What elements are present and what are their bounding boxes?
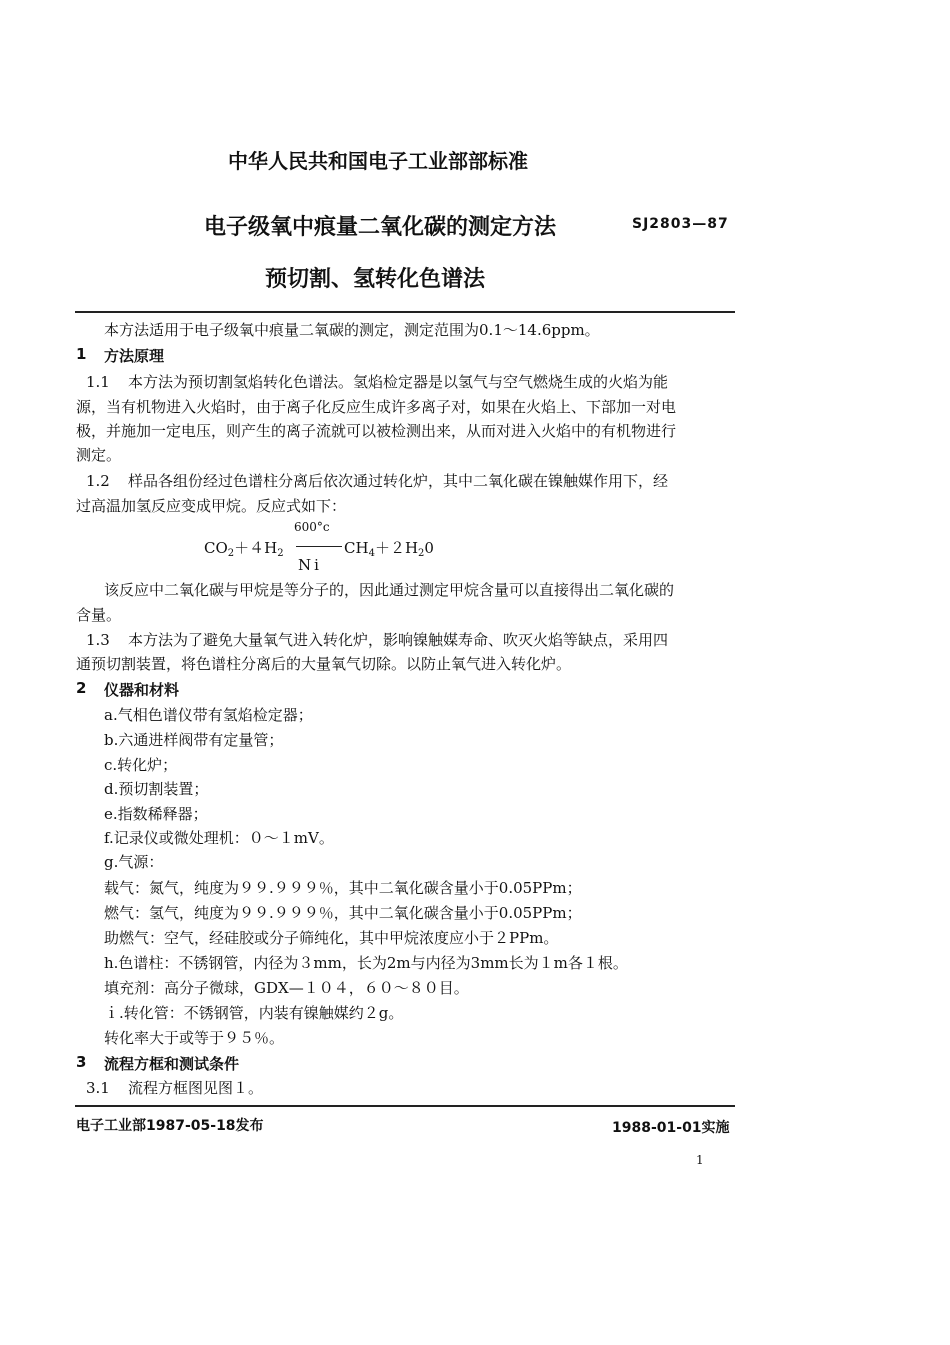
footer-rule [75,1105,735,1107]
clause-1-1-line: 源，当有机物进入火焰时，由于离子化反应生成许多离子对，如果在火焰上、下部加一对电 [76,398,677,416]
equipment-item: 填充剂：高分子微球，GDX—１０４，６０～８０目。 [104,979,469,997]
clause-1-2-line: 过高温加氢反应变成甲烷。反应式如下： [76,497,347,515]
equipment-item: d.预切割装置； [104,780,209,798]
issue-date: 电子工业部1987-05-18发布 [76,1118,264,1134]
ministry-title: 中华人民共和国电子工业部部标准 [228,149,528,173]
clause-1-3-line: 通预切割装置，将色谱柱分离后的大量氧气切除。以防止氧气进入转化炉。 [76,655,572,673]
equation-subscript: 2 [277,548,284,559]
equation-right-side [344,537,434,559]
equipment-item: 载气：氮气，纯度为９９.９９９％，其中二氧化碳含量小于0.05PPm； [104,879,582,897]
equation-catalyst: Ni [298,556,322,574]
intro-text: 本方法适用于电子级氧中痕量二氧碳的测定，测定范围为0.1～14.6ppm。 [104,321,600,339]
clause-1-1-line: 极，并施加一定电压，则产生的离子流就可以被检测出来，从而对进入火焰中的有机物进行 [76,422,677,440]
equipment-item: h.色谱柱：不锈钢管，内径为３mm，长为2m与内径为3mm长为１m各１根。 [104,954,628,972]
clause-1-1-number: 1.1 [86,373,110,391]
header-rule [75,311,735,313]
equipment-item: 燃气：氢气，纯度为９９.９９９％，其中二氧化碳含量小于0.05PPm； [104,904,582,922]
document-subtitle: 预切割、氢转化色谱法 [265,267,486,292]
equation-term: CO [204,539,228,557]
equipment-item: ｉ.转化管：不锈钢管，内装有镍触媒约２g。 [104,1004,404,1022]
standard-code: SJ2803—87 [632,216,729,232]
equation-term: CH [344,539,369,557]
equation-subscript: 2 [418,548,425,559]
equipment-item: 助燃气：空气，经硅胶或分子筛纯化，其中甲烷浓度应小于２PPm。 [104,929,559,947]
clause-1-3-number: 1.3 [86,631,110,649]
equation-term: ＋２H [374,539,419,557]
clause-3-1-number: 3.1 [86,1079,110,1097]
section-1-number: 1 [76,345,87,363]
equipment-item: f.记录仪或微处理机：０～１mV。 [104,829,334,847]
equation-left-side [204,537,284,559]
equation-subscript: 2 [227,548,235,559]
equipment-item: c.转化炉； [104,756,178,774]
clause-1-1-line: 本方法为预切割氢焰转化色谱法。氢焰检定器是以氢气与空气燃烧生成的火焰为能 [128,373,669,391]
section-2-title: 仪器和材料 [104,681,180,699]
equation-subscript: 4 [368,548,375,559]
section-3-number: 3 [76,1053,87,1071]
equation-term: ＋４H [234,539,278,557]
clause-1-3-line: 本方法为了避免大量氧气进入转化炉，影响镍触媒寿命、吹灭火焰等缺点，采用四 [128,631,669,649]
clause-1-1-line: 测定。 [76,446,122,464]
equation-condition-temperature: 600°c [294,520,330,534]
page-number: 1 [696,1153,704,1167]
clause-1-2-line: 样品各组份经过色谱柱分离后依次通过转化炉，其中二氧化碳在镍触媒作用下，经 [128,472,669,490]
section-2-number: 2 [76,679,87,697]
effective-date: 1988-01-01实施 [612,1120,730,1136]
clause-1-2-number: 1.2 [86,472,110,490]
clause-3-1-text: 流程方框图见图１。 [128,1079,264,1097]
clause-1-2-line: 含量。 [76,606,122,624]
section-3-title: 流程方框和测试条件 [104,1055,240,1073]
equipment-item: e.指数稀释器； [104,805,208,823]
clause-1-2-line: 该反应中二氧化碳与甲烷是等分子的，因此通过测定甲烷含量可以直接得出二氧化碳的 [104,581,675,599]
section-1-title: 方法原理 [104,347,165,365]
equation-term: 0 [424,539,434,557]
equipment-item: g.气源： [104,853,164,871]
equipment-item: 转化率大于或等于９５％。 [104,1029,285,1047]
reaction-equation [204,520,464,572]
equipment-item: b.六通进样阀带有定量管； [104,731,284,749]
equipment-item: a.气相色谱仪带有氢焰检定器； [104,706,313,724]
document-title: 电子级氧中痕量二氧化碳的测定方法 [204,215,557,240]
equation-arrow-line [296,546,342,547]
